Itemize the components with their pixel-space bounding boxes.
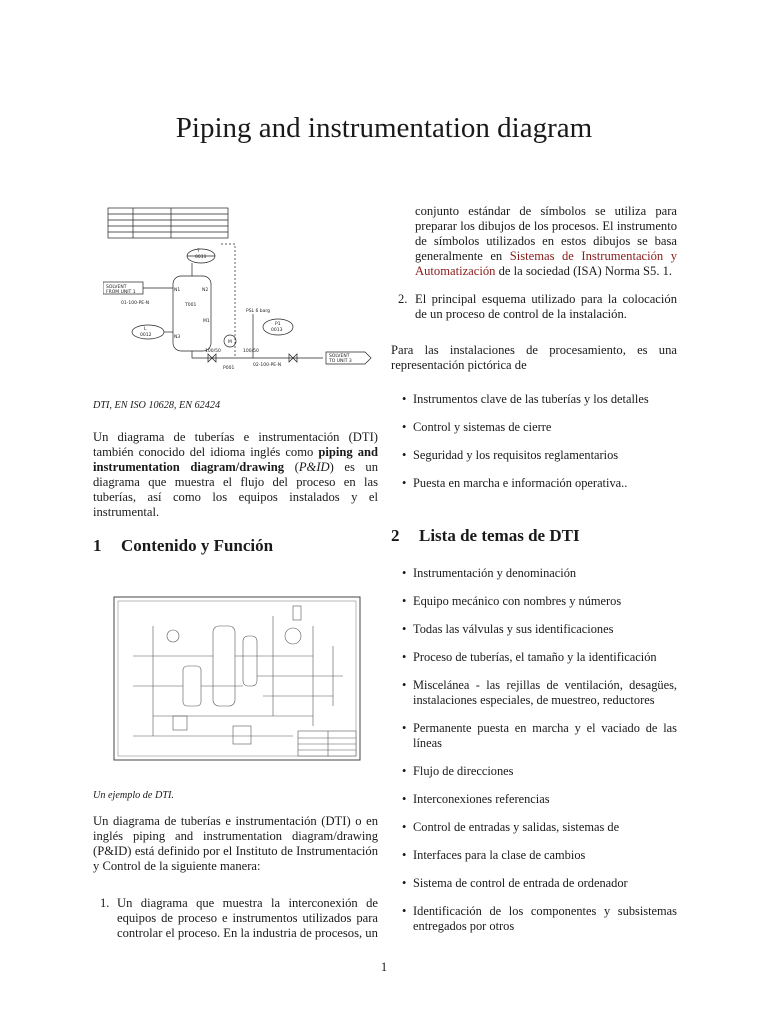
solvent-in-label: SOLVENT [106, 285, 127, 290]
list-item: • Control de entradas y salidas, sistemas de [391, 820, 677, 835]
list-item: • Flujo de direcciones [391, 764, 677, 779]
motor-label: M [228, 340, 232, 345]
pid-diagram-figure [103, 206, 388, 381]
definition-list-continued [391, 292, 677, 322]
nozzle-n3-label: N3 [174, 335, 181, 340]
intro-paragraph: Un diagrama de tuberías e instrumentación (DTI) también conocido del idioma inglés como piping and instrumentation diagram/drawing (P&ID) es un diagrama que muestra el flujo del proceso en las tuberías, así como los equipos instalados y el instrumental. [93, 430, 379, 519]
definition-list [93, 896, 378, 941]
list-item: 2. El principal esquema utilizado para la colocación de un proceso de control de la instalación. [398, 292, 677, 321]
page-title: Piping and instrumentation diagram [175, 112, 593, 144]
solvent-out-sub-label: TO UNIT 3 [329, 359, 352, 364]
level-instrument-number: 0012 [140, 333, 152, 338]
list-item: • Identificación de los componentes y subsistemas entregados por otros [391, 904, 677, 934]
vessel-tag-label: T001 [185, 303, 197, 308]
section2-heading: 2 Lista de temas de DTI [391, 526, 580, 545]
diagram-header-table [108, 208, 228, 238]
nozzle-n1-label: N1 [174, 288, 181, 293]
list-item: • Control y sistemas de cierre [391, 420, 677, 435]
tank-label: 0011 [195, 255, 207, 260]
line-size-label-2: 100/50 [243, 349, 259, 354]
list-item: • Miscelánea - las rejillas de ventilación, desagües, instalaciones especiales, de muestreo, reductores [391, 678, 677, 708]
isa-paragraph: Un diagrama de tuberías e instrumentación (DTI) o en inglés piping and instrumentation diagram/drawing (P&ID) está definido por el Instituto de Instrumentación y Control de la siguiente manera: [93, 814, 378, 873]
pressure-instrument-number: 0013 [271, 328, 283, 333]
list-item: • Puesta en marcha e información operativa.. [391, 476, 677, 491]
list-item: • Equipo mecánico con nombres y números [391, 594, 677, 609]
list-item: • Proceso de tuberías, el tamaño y la identificación [391, 650, 677, 665]
figure2-caption: Un ejemplo de DTI. [93, 790, 174, 801]
svg-text:T: T [197, 249, 200, 254]
isa-link[interactable]: Sistemas de Instrumentación y Automatización [415, 249, 678, 278]
processing-paragraph: Para las instalaciones de procesamiento, es una representación pictórica de [391, 343, 677, 372]
nozzle-n2-label: N2 [202, 288, 209, 293]
list-item: • Permanente puesta en marcha y el vaciado de las líneas [391, 721, 677, 751]
list-item: • Instrumentos clave de las tuberías y los detalles [391, 392, 677, 407]
list-item: • Todas las válvulas y sus identificaciones [391, 622, 677, 637]
m1-label: M1 [203, 319, 210, 324]
page-number: 1 [380, 960, 388, 974]
list-item: • Seguridad y los requisitos reglamentarios [391, 448, 677, 463]
inlet-line-label: 01-100-PE-N [121, 301, 150, 306]
valve-note-label: PSL 6 barg [246, 309, 271, 314]
list-item: • Instrumentación y denominación [391, 566, 677, 581]
section1-heading: 1 Contenido y Función [93, 536, 274, 555]
pressure-instrument-label: P1 [275, 322, 281, 327]
line-size-label: 100/50 [205, 349, 221, 354]
bullet-list-key-items [391, 392, 677, 491]
list-item-continued: conjunto estándar de símbolos se utiliza para preparar los dibujos de los procesos. El instrumento de símbolos utilizados en estos dibujos se basa generalmente en Sistemas de Instrumentación y Automatización de la sociedad (ISA) Norma S5. 1. [415, 204, 678, 278]
pump-label: P001 [223, 366, 235, 371]
dti-example-figure [113, 596, 361, 761]
level-instrument-label: L [144, 327, 147, 332]
figure1-caption: DTI, EN ISO 10628, EN 62424 [93, 400, 221, 411]
solvent-out-label: SOLVENT [329, 354, 350, 359]
list-item: • Interconexiones referencias [391, 792, 677, 807]
title-block [298, 731, 356, 756]
bullet-list-topics [391, 566, 677, 934]
outlet-line-label: 02-100-PE-N [253, 363, 282, 368]
list-item: 1. Un diagrama que muestra la interconexión de equipos de proceso e instrumentos utilizados para controlar el proceso. En la industria de procesos, un [100, 896, 378, 940]
solvent-in-sub-label: FROM UNIT 1 [106, 290, 136, 295]
list-item: • Sistema de control de entrada de ordenador [391, 876, 677, 891]
list-item: • Interfaces para la clase de cambios [391, 848, 677, 863]
